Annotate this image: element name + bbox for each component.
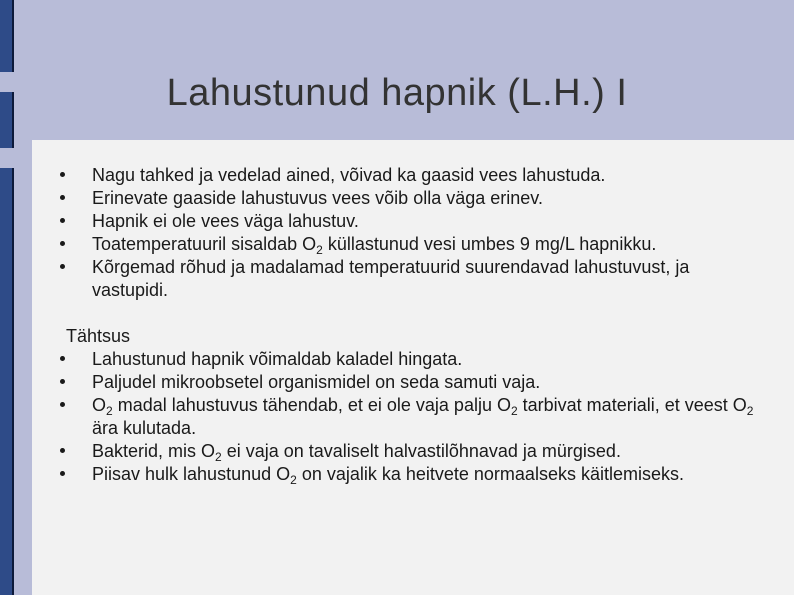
slide-content (60, 164, 760, 486)
slide-title-text: Lahustunud hapnik (L.H.) I (166, 72, 628, 114)
list-item (60, 164, 760, 187)
list-item-text: Paljudel mikroobsetel organismidel on seda samuti vaja. (92, 372, 541, 392)
text-part: Toatemperatuuril sisaldab O (92, 234, 317, 254)
text-part: küllastunud vesi umbes 9 mg/L hapnikku. (322, 234, 657, 254)
list-item-text: Hapnik ei ole vees väga lahustuv. (92, 211, 359, 231)
bullet-icon (60, 379, 65, 384)
bullet-list-importance (60, 348, 760, 486)
subscript: 2 (215, 450, 222, 464)
text-part: tarbivat materiali, et veest O (517, 395, 747, 415)
bar-segment (0, 168, 14, 595)
text-part: Piisav hulk lahustunud O (92, 464, 291, 484)
list-item-text: Lahustunud hapnik võimaldab kaladel hingata. (92, 349, 463, 369)
list-item-text: Nagu tahked ja vedelad ained, võivad ka gaasid vees lahustuda. (92, 165, 606, 185)
subscript: 2 (746, 404, 754, 418)
text-part: O (92, 395, 107, 415)
bullet-icon (60, 172, 65, 177)
bullet-icon (60, 471, 65, 476)
bullet-icon (60, 241, 65, 246)
list-item (60, 394, 760, 440)
bullet-icon (60, 402, 65, 407)
subscript: 2 (316, 243, 323, 257)
list-item (60, 210, 760, 233)
bullet-icon (60, 356, 65, 361)
list-item-text: Kõrgemad rõhud ja madalamad temperatuurid suurendavad lahustuvust, ja vastupidi. (92, 257, 690, 300)
list-item (60, 187, 760, 210)
bullet-icon (60, 448, 65, 453)
subscript: 2 (510, 404, 518, 418)
list-item (60, 256, 760, 302)
slide-title (0, 72, 794, 115)
subscript: 2 (290, 473, 297, 487)
text-part: on vajalik ka heitvete normaalseks käitlemiseks. (296, 464, 684, 484)
bullet-icon (60, 264, 65, 269)
bar-segment (0, 0, 14, 72)
text-part: ei vaja on tavaliselt halvastilõhnavad ja mürgised. (221, 441, 621, 461)
text-part: madal lahustuvus tähendab, et ei ole vaja palju O (112, 395, 511, 415)
list-item (60, 371, 760, 394)
list-item-text: Erinevate gaaside lahustuvus vees võib olla väga erinev. (92, 188, 543, 208)
list-item (60, 440, 760, 463)
bullet-icon (60, 218, 65, 223)
text-part: Bakterid, mis O (92, 441, 216, 461)
bullet-icon (60, 195, 65, 200)
bullet-list-intro (60, 164, 760, 302)
list-item (60, 348, 760, 371)
list-item (60, 463, 760, 486)
list-item (60, 233, 760, 256)
subscript: 2 (106, 404, 113, 418)
section-heading: Tähtsus (66, 326, 131, 346)
text-part: ära kulutada. (92, 418, 197, 438)
